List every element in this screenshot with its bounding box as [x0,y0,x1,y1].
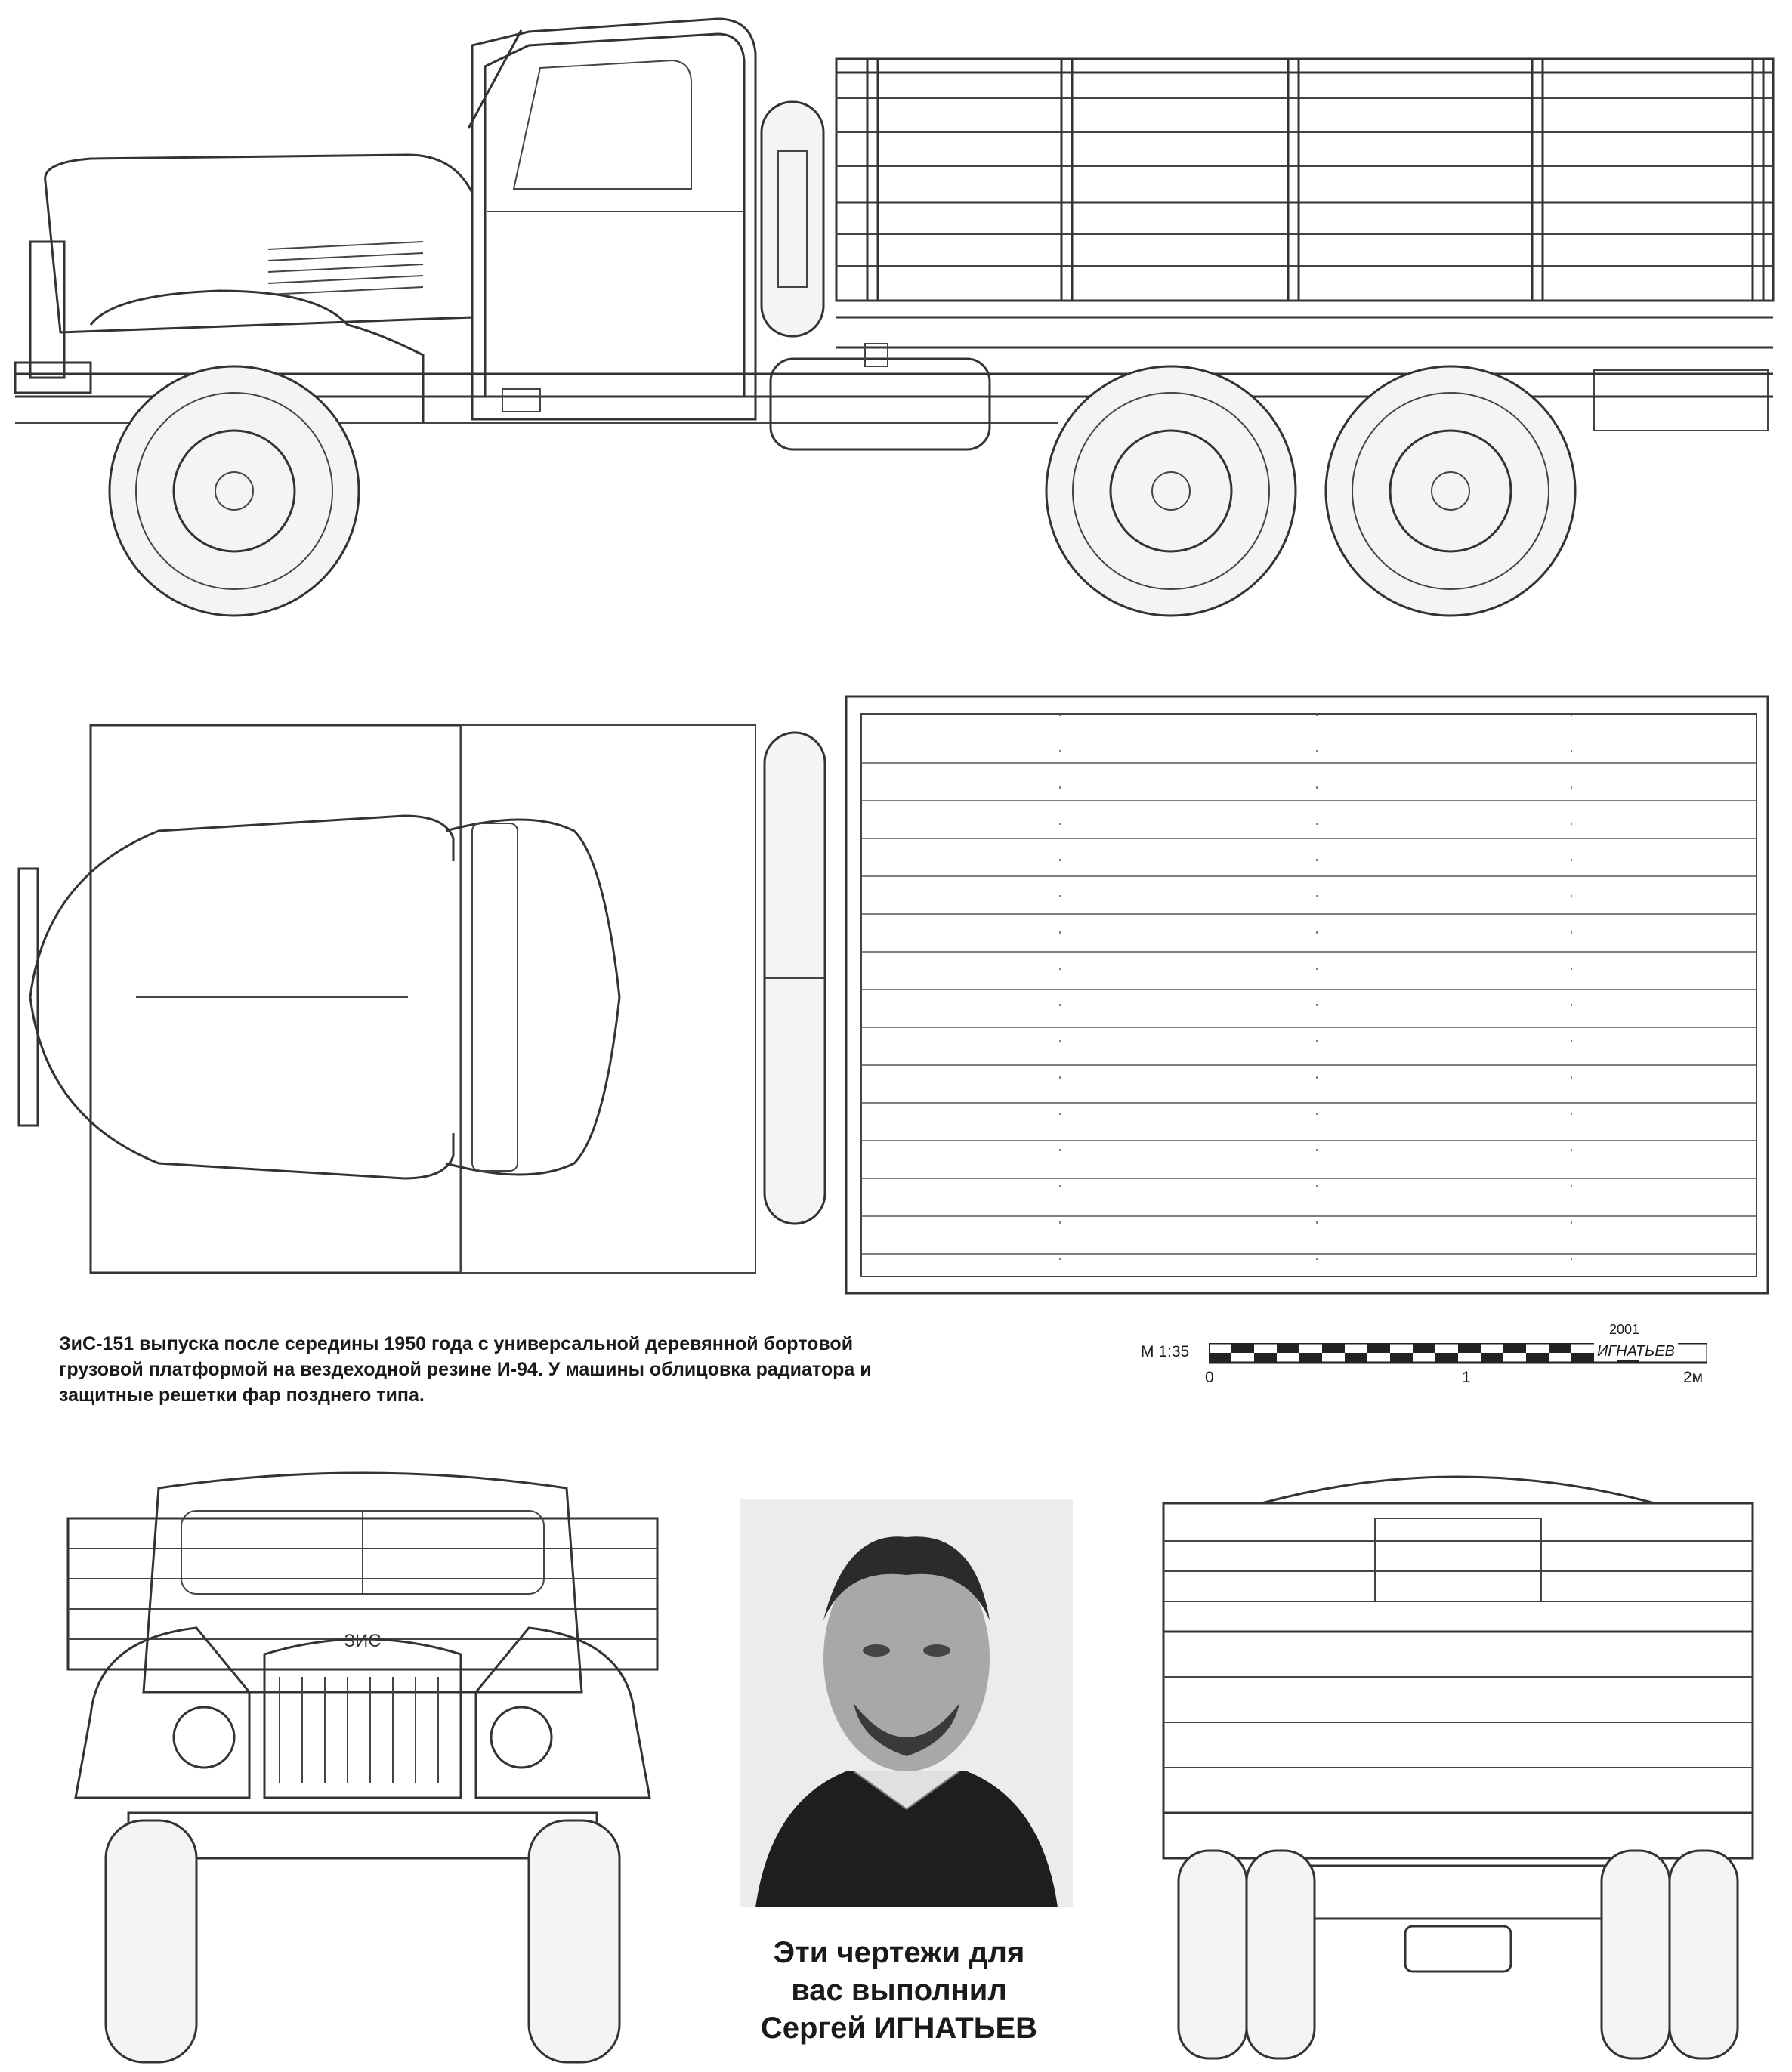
scale-tick-1: 1 [1462,1369,1471,1386]
rear-view-drawing [1148,1458,1768,2062]
front-grille [264,1639,461,1798]
side-cab [468,19,755,419]
author-credit [703,1934,1095,2047]
front-bumper [128,1813,597,1858]
side-view-drawing [0,0,1792,635]
top-hood [19,816,619,1178]
credit-line-2: вас выполнил [791,1974,1007,2007]
side-rear-wheel-2 [1326,366,1575,616]
signature-year: 2001 [1609,1322,1640,1337]
credit-line-1: Эти чертежи для [773,1936,1025,1969]
rear-chassis [1269,1866,1647,1972]
front-fenders [76,1628,650,1798]
side-spare-wheel [762,102,823,336]
top-view-drawing [0,680,1792,1299]
top-fenders [91,725,755,1273]
front-view-drawing [53,1465,672,2070]
side-front-wheel [110,366,359,616]
side-rear-wheel-1 [1046,366,1296,616]
rear-tailgate [1163,1503,1753,1858]
top-cargo-bed [846,696,1768,1293]
signature: ИГНАТЬЕВ [1594,1343,1678,1360]
top-spare-wheels [765,733,825,1224]
rear-tyres [1179,1851,1738,2058]
rear-canopy-top [1262,1477,1655,1503]
scale-ratio: М 1:35 [1141,1343,1190,1360]
scale-tick-0: 0 [1205,1369,1214,1386]
author-portrait [740,1499,1073,1907]
caption-line-1: ЗиС-151 выпуска после середины 1950 года с универсальной деревянной бортовой [59,1333,854,1354]
front-tyres [106,1820,619,2062]
drawing-caption [59,1331,1101,1408]
credit-line-3: Сергей ИГНАТЬЕВ [760,2012,1038,2045]
grille-badge: ЗИС [344,1631,382,1651]
scale-bar [1141,1322,1715,1397]
scale-tick-2: 2м [1683,1369,1704,1386]
caption-line-2: грузовой платформой на вездеходной резине И-94. У машины облицовка радиатора и [59,1359,872,1380]
caption-line-3: защитные решетки фар позднего типа. [59,1385,425,1406]
front-cab [144,1473,582,1692]
